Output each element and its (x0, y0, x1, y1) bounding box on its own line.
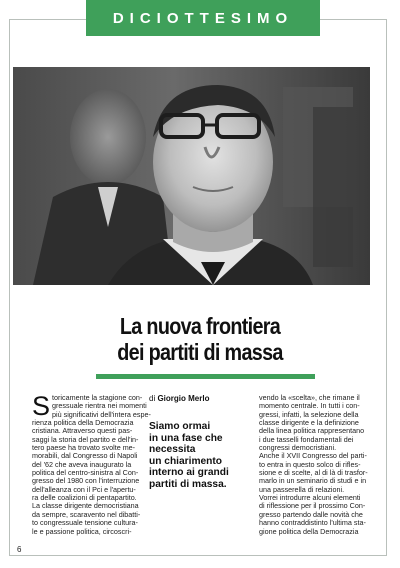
title-underline (96, 374, 315, 379)
column-3-line: gresso partendo dalle novità che (259, 509, 363, 519)
column-3-line: hanno contraddistinto l'ultima sta- (259, 518, 366, 528)
pull-quote-line: un chiarimento (149, 455, 223, 467)
article-title-line-2: dei partiti di massa (117, 339, 283, 365)
column-1-line: toricamente la stagione con- (52, 393, 143, 402)
column-1-line: gresso del 1980 con l'interruzione (32, 476, 140, 486)
column-1-line: tero paese ha trovato svolte me- (32, 443, 136, 453)
section-label: DICIOTTESIMO (112, 9, 294, 27)
column-3-line: Vorrei introdurre alcuni elementi (259, 493, 361, 503)
pull-quote-line: necessita (149, 444, 196, 456)
pull-quote-line: partiti di massa. (149, 478, 227, 490)
column-1-line: da sempre, scaravento nel dibatti- (32, 509, 141, 519)
column-3-line: sione e di scelte, al di là di trasfor- (259, 468, 368, 478)
column-1-line: La classe dirigente democristiana (32, 501, 139, 511)
column-1-line: ra delle coalizioni di pentapartito. (32, 493, 137, 503)
article-column-1 (32, 391, 151, 536)
column-1-line: le e passione politica, circoscri- (32, 526, 132, 536)
column-3-line: to entra in questo solco di rifles- (259, 459, 361, 469)
article-title-line-1: La nuova frontiera (119, 313, 281, 339)
column-3-line: marlo in un seminario di studi e in (259, 476, 367, 486)
column-1-line: gressuale rientra nei momenti (52, 401, 147, 411)
column-1-line: dell'alleanza con il Pci e l'apertu- (32, 484, 136, 494)
column-3-line: momento centrale. In tutti i con- (259, 401, 360, 411)
column-3-line: una passerella di relazioni. (259, 484, 345, 494)
column-1-line: morabili, dal Congresso di Napoli (32, 451, 138, 461)
column-1-line: saggi la storia del partito e dell'in- (32, 434, 139, 444)
column-1-line: cristiana. Attraverso questi pas- (32, 426, 133, 436)
article-column-3 (259, 394, 366, 536)
column-1-line: del '62 che aveva inaugurato la (32, 459, 132, 469)
byline-author: Giorgio Merlo (157, 394, 210, 403)
pull-quote-line: interno ai grandi (149, 467, 229, 479)
article-title (45, 313, 355, 365)
column-3-line: classe dirigente e la definizione (259, 418, 359, 428)
page-number: 6 (17, 545, 22, 554)
column-3-line: congressi democristiani. (259, 443, 337, 453)
column-3-line: Anche il XVII Congresso del parti- (259, 451, 367, 461)
byline-prefix: di (149, 394, 158, 403)
column-1-line: più significativi dell'intera espe- (52, 409, 151, 419)
pull-quote (149, 421, 249, 491)
column-1-line: to congressuale tensione cultura- (32, 518, 138, 528)
pull-quote-line: in una fase che (149, 432, 223, 444)
column-3-line: i due tasselli fondamentali dei (259, 434, 354, 444)
pull-quote-line: Siamo ormai (149, 421, 211, 432)
section-banner (86, 0, 320, 36)
column-3-line: vendo la «scelta», che rimane il (259, 393, 360, 402)
dropcap: S (32, 391, 51, 421)
column-1-line: politica del centro-sinistra al Con- (32, 468, 139, 478)
column-1-line: rienza politica della Democrazia (32, 418, 134, 428)
column-3-line: gressi, infatti, la selezione della (259, 409, 359, 419)
column-3-line: gione politica della Democrazia (259, 526, 359, 536)
article-photo (13, 67, 370, 285)
column-3-line: di riflessione per il prossimo Con- (259, 501, 366, 511)
byline (149, 394, 209, 403)
column-3-line: della linea politica rappresentano (259, 426, 365, 436)
